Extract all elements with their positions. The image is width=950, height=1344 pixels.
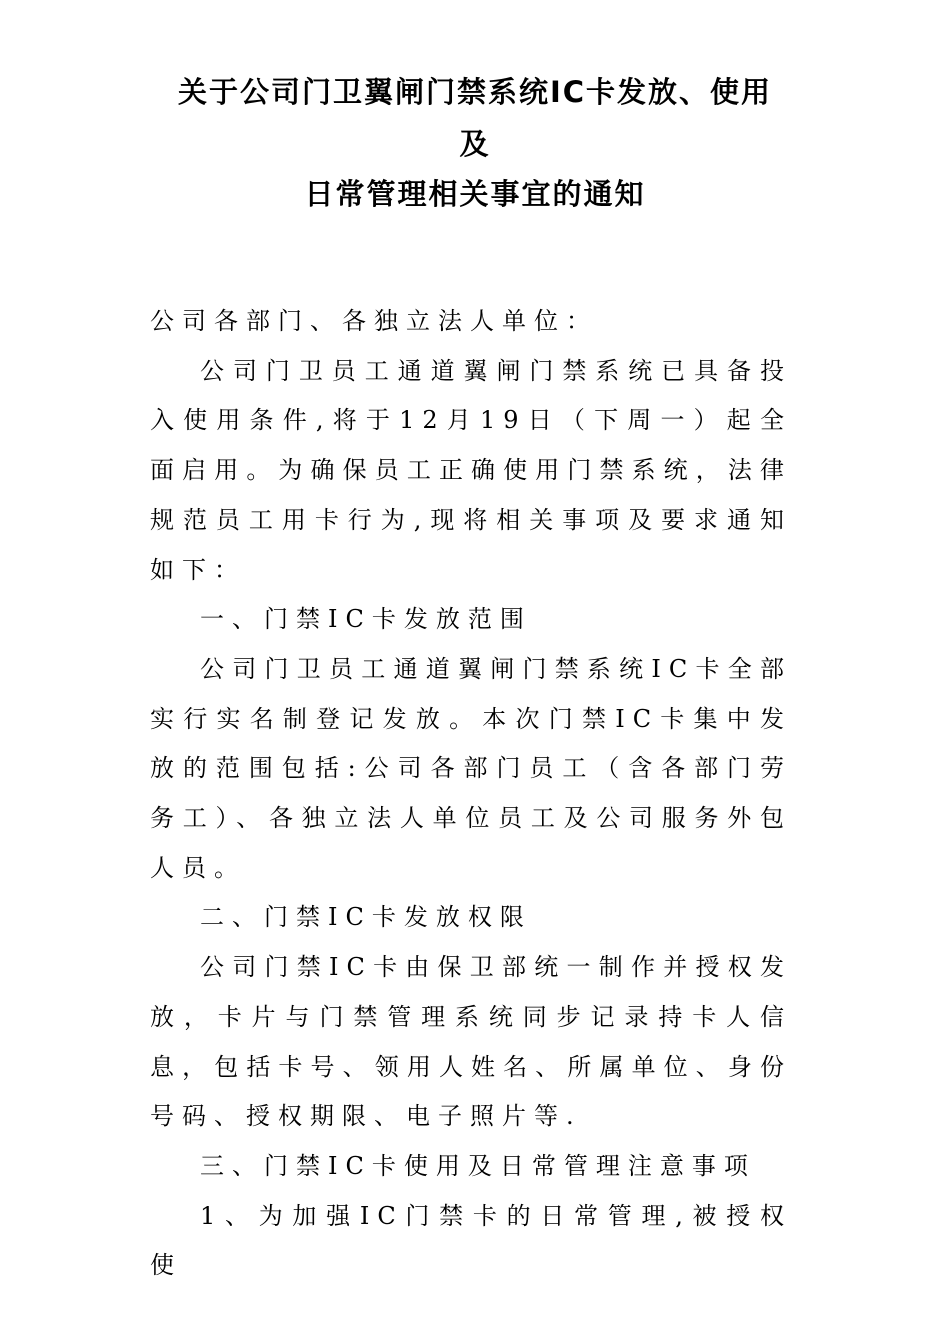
paragraph-section-3-item-1: 1、为加强IC门禁卡的日常管理,被授权使 [150,1201,792,1280]
document-title-line-2: 及 [459,127,491,161]
document-title-line-3: 日常管理相关事宜的通知 [304,177,646,211]
paragraph-section-1: 公司门卫员工通道翼闸门禁系统IC卡全部实行实名制登记发放。本次门禁IC卡集中发放的范围包括:公司各部门员工（含各部门劳务工）、各独立法人单位员工及公司服务外包人员。 [150,654,792,882]
salutation: 公司各部门、各独立法人单位： [150,307,598,335]
section-heading-1: 一、门禁IC卡发放范围 [200,605,532,634]
paragraph-section-2: 公司门禁IC卡由保卫部统一制作并授权发放，卡片与门禁管理系统同步记录持卡人信息，包括卡号、领用人姓名、所属单位、身份号码、授权期限、电子照片等. [150,953,792,1131]
document-title-line-1: 关于公司门卫翼闸门禁系统IC卡发放、使用 [177,75,773,109]
section-heading-3: 三、门禁IC卡使用及日常管理注意事项 [200,1151,756,1180]
document-body [150,297,792,1291]
paragraph-intro: 公司门卫员工通道翼闸门禁系统已具备投入使用条件,将于12月19日（下周一）起全面启用。为确保员工正确使用门禁系统，法律规范员工用卡行为,现将相关事项及要求通知如下： [150,356,792,584]
section-heading-2: 二、门禁IC卡发放权限 [200,903,532,932]
